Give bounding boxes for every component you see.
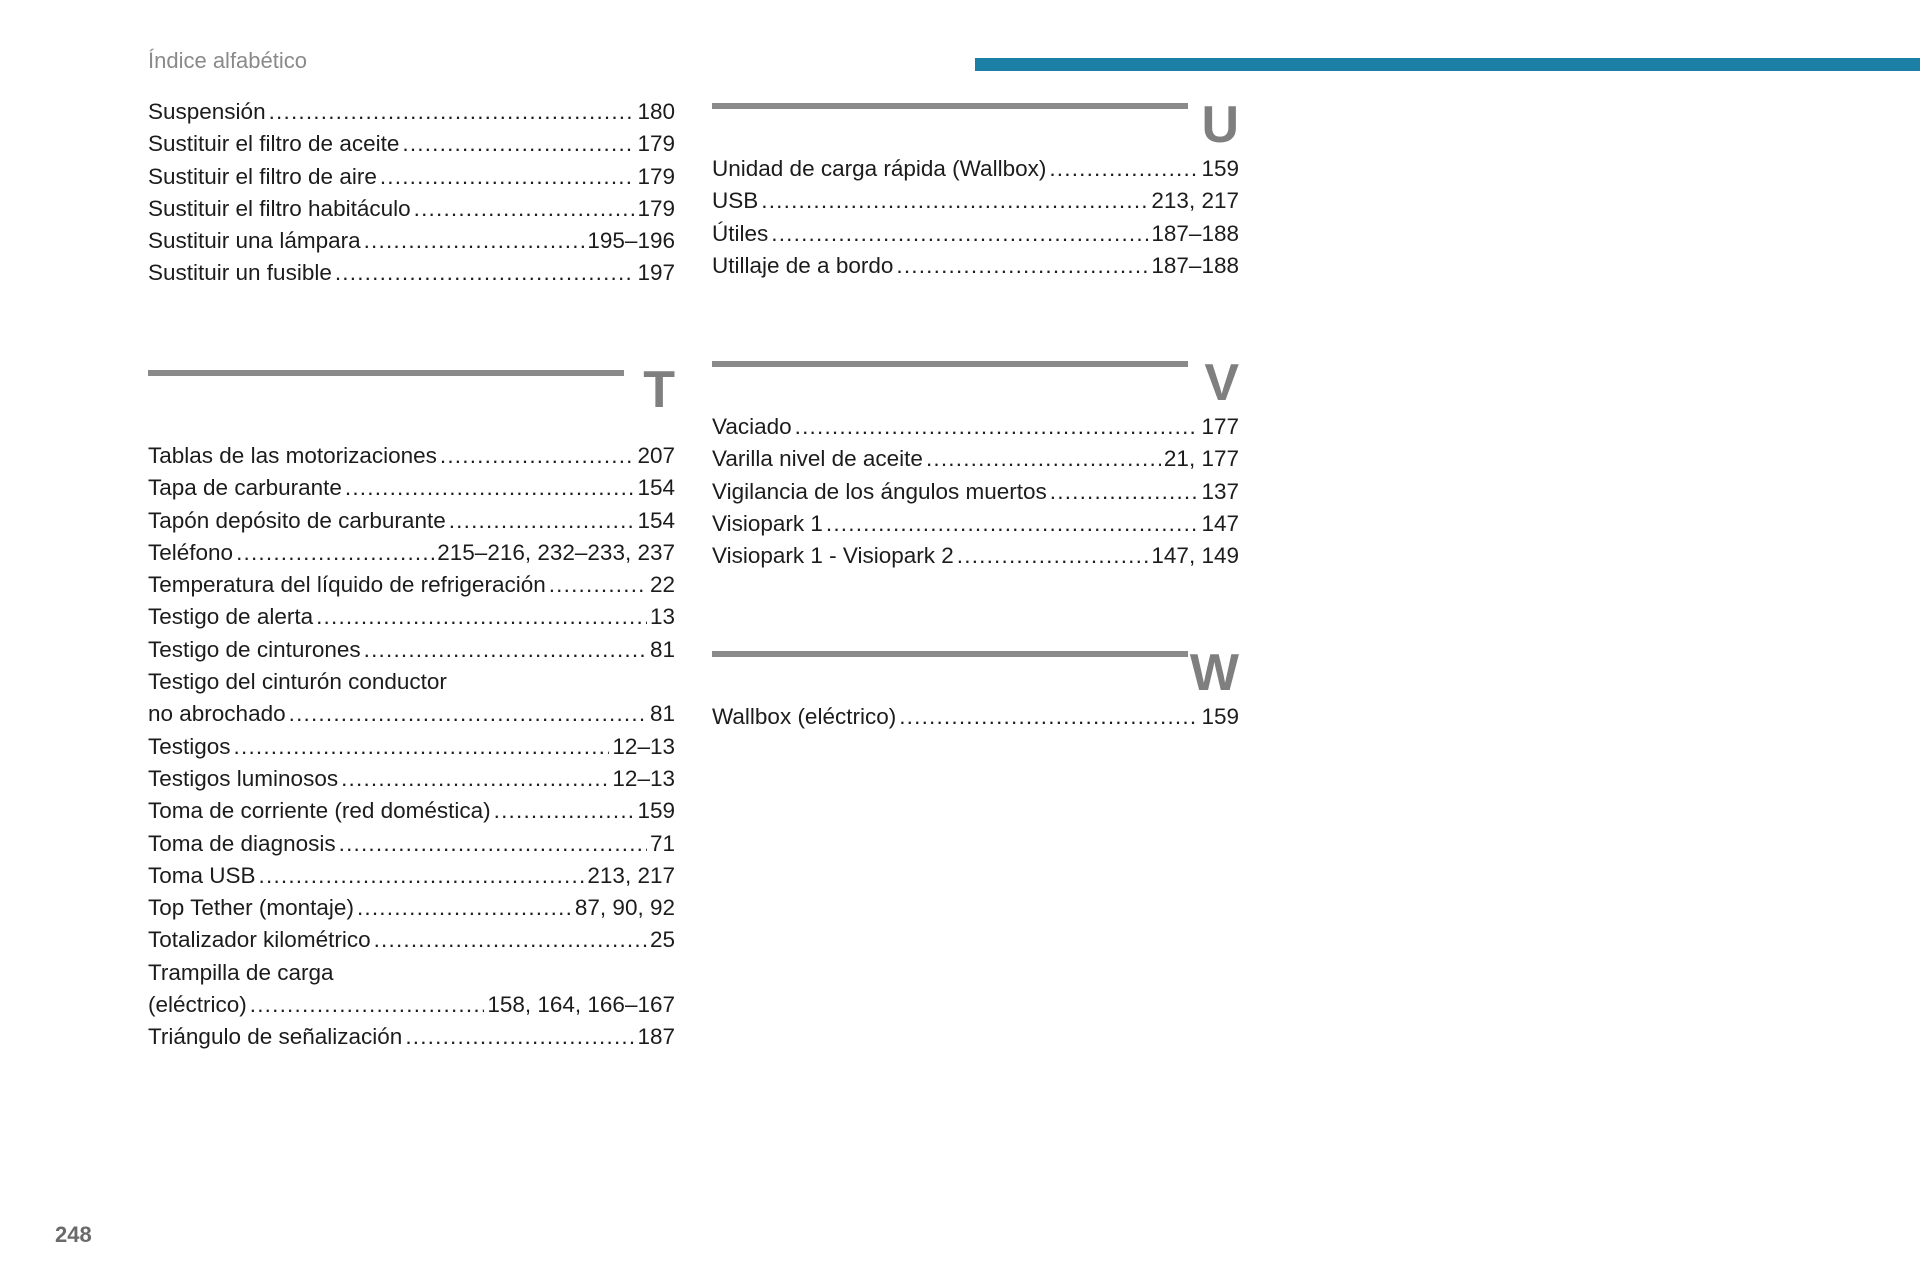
index-term: USB [712, 188, 759, 214]
index-entry [148, 698, 675, 730]
dot-leader [380, 161, 635, 193]
index-entry-lead: Trampilla de carga [148, 959, 334, 985]
dot-leader [316, 601, 647, 633]
index-entry [148, 828, 675, 860]
index-pages: 159 [637, 798, 675, 824]
index-entry [712, 443, 1239, 475]
index-entry [148, 989, 675, 1021]
dot-leader [957, 540, 1149, 572]
index-entry [148, 763, 675, 795]
dot-leader [339, 828, 647, 860]
index-term: Triángulo de señalización [148, 1024, 403, 1050]
index-entry [712, 185, 1239, 217]
v-section-heading [712, 354, 1239, 412]
index-entry [148, 634, 675, 666]
index-entry [148, 472, 675, 504]
index-entry [712, 540, 1239, 572]
index-term: Totalizador kilométrico [148, 927, 371, 953]
dot-leader [795, 411, 1199, 443]
index-pages: 137 [1201, 478, 1239, 504]
index-term: Toma USB [148, 862, 256, 888]
index-entry [148, 731, 675, 763]
dot-leader [771, 218, 1148, 250]
index-entry [712, 701, 1239, 733]
section-rule [148, 370, 624, 376]
u-section-heading [712, 96, 1239, 154]
index-entry [148, 128, 675, 160]
dot-leader [357, 892, 572, 924]
index-pages: 177 [1201, 414, 1239, 439]
section-rule [712, 103, 1188, 109]
index-entry [148, 1021, 675, 1053]
index-entry [148, 892, 675, 924]
dot-leader [269, 96, 635, 128]
section-letter: V [1204, 354, 1239, 412]
index-term: Toma de corriente (red doméstica) [148, 798, 491, 824]
dot-leader [1049, 153, 1198, 185]
index-entry [148, 225, 675, 257]
index-entry [148, 569, 675, 601]
dot-leader [364, 634, 647, 666]
index-term: Top Tether (montaje) [148, 895, 354, 921]
index-term: Varilla nivel de aceite [712, 446, 923, 472]
index-term: Visiopark 1 - Visiopark 2 [712, 543, 954, 569]
w-entries [712, 701, 1239, 733]
index-term: no abrochado [148, 701, 286, 727]
index-term: Unidad de carga rápida (Wallbox) [712, 156, 1047, 181]
dot-leader [236, 537, 434, 569]
section-rule [712, 651, 1188, 657]
index-pages: 81 [649, 701, 675, 727]
dot-leader [899, 701, 1198, 733]
index-term: Sustituir el filtro de aceite [148, 131, 400, 157]
v-entries [712, 411, 1239, 572]
index-pages: 87, 90, 92 [574, 895, 675, 921]
index-entry [148, 795, 675, 827]
index-pages: 213, 217 [587, 862, 675, 888]
index-pages: 21, 177 [1163, 446, 1239, 472]
index-pages: 180 [637, 99, 675, 124]
index-pages: 187 [637, 1024, 675, 1050]
index-term: Vigilancia de los ángulos muertos [712, 478, 1047, 504]
index-term: Sustituir una lámpara [148, 228, 361, 254]
index-term: Testigo de alerta [148, 604, 314, 630]
dot-leader [549, 569, 647, 601]
index-pages: 81 [649, 636, 675, 662]
index-entry [148, 257, 675, 289]
dot-leader [402, 128, 634, 160]
index-entry-lead: Testigo del cinturón conductor [148, 669, 447, 695]
index-pages: 12–13 [612, 765, 675, 791]
index-term: Wallbox (eléctrico) [712, 704, 897, 729]
t-section-heading [148, 361, 675, 440]
index-pages: 22 [649, 572, 675, 598]
u-section [712, 96, 1239, 282]
index-pages: 207 [637, 443, 675, 468]
index-pages: 179 [637, 195, 675, 221]
index-pages: 13 [649, 604, 675, 630]
page-header-title: Índice alfabético [148, 48, 307, 73]
index-term: Teléfono [148, 539, 234, 565]
index-pages: 213, 217 [1151, 188, 1239, 214]
dot-leader [335, 257, 635, 289]
index-pages: 147, 149 [1151, 543, 1239, 569]
index-entry [148, 924, 675, 956]
index-pages: 159 [1201, 704, 1239, 729]
dot-leader [374, 924, 647, 956]
index-pages: 187–188 [1151, 252, 1239, 278]
dot-leader [289, 698, 647, 730]
index-term: Visiopark 1 [712, 510, 823, 536]
index-pages: 25 [649, 927, 675, 953]
dot-leader [414, 193, 635, 225]
index-term: Testigos [148, 733, 231, 759]
header-accent-bar [975, 58, 1920, 71]
index-term: Vaciado [712, 414, 792, 439]
index-term: Sustituir el filtro habitáculo [148, 195, 411, 221]
dot-leader [341, 763, 609, 795]
index-entry [148, 193, 675, 225]
dot-leader [250, 989, 485, 1021]
t-section [148, 361, 675, 1054]
index-term: Utillaje de a bordo [712, 252, 894, 278]
dot-leader [896, 250, 1148, 282]
dot-leader [449, 505, 635, 537]
index-entry [148, 505, 675, 537]
index-entry [712, 411, 1239, 443]
index-term: Útiles [712, 220, 769, 246]
index-term: Tapón depósito de carburante [148, 507, 446, 533]
w-section-heading [712, 644, 1239, 702]
index-pages: 71 [649, 830, 675, 856]
dot-leader [259, 860, 585, 892]
index-entry [712, 218, 1239, 250]
index-term: Sustituir el filtro de aire [148, 163, 377, 189]
index-pages: 187–188 [1151, 220, 1239, 246]
index-pages: 154 [637, 507, 675, 533]
s-section-tail [148, 96, 675, 290]
index-term: Temperatura del líquido de refrigeración [148, 572, 546, 598]
index-entry [712, 153, 1239, 185]
v-section [712, 354, 1239, 572]
index-entry [712, 508, 1239, 540]
dot-leader [234, 731, 610, 763]
index-entry [712, 250, 1239, 282]
dot-leader [405, 1021, 634, 1053]
section-letter: T [643, 361, 675, 419]
section-rule [712, 361, 1188, 367]
dot-leader [761, 185, 1148, 217]
index-term: (eléctrico) [148, 992, 247, 1018]
index-term: Sustituir un fusible [148, 260, 332, 286]
index-entry [148, 860, 675, 892]
section-letter: U [1201, 96, 1239, 154]
index-pages: 158, 164, 166–167 [487, 992, 675, 1018]
index-term: Tablas de las motorizaciones [148, 443, 437, 468]
index-pages: 195–196 [587, 228, 675, 254]
dot-leader [1050, 476, 1199, 508]
index-pages: 179 [637, 163, 675, 189]
index-term: Tapa de carburante [148, 475, 342, 501]
t-entries [148, 440, 675, 1054]
index-pages: 12–13 [612, 733, 675, 759]
index-pages: 154 [637, 475, 675, 501]
index-entry [148, 537, 675, 569]
dot-leader [926, 443, 1161, 475]
w-section [712, 644, 1239, 733]
dot-leader [440, 440, 635, 472]
index-pages: 215–216, 232–233, 237 [437, 539, 675, 565]
index-entry [148, 96, 675, 128]
index-pages: 159 [1201, 156, 1239, 181]
index-pages: 147 [1201, 510, 1239, 536]
index-term: Toma de diagnosis [148, 830, 336, 856]
index-pages: 179 [637, 131, 675, 157]
index-term: Suspensión [148, 99, 266, 124]
dot-leader [345, 472, 635, 504]
index-term: Testigo de cinturones [148, 636, 361, 662]
index-entry [712, 476, 1239, 508]
index-entry [148, 440, 675, 472]
index-term: Testigos luminosos [148, 765, 339, 791]
index-entry [148, 161, 675, 193]
section-letter: W [1189, 644, 1239, 702]
index-entry [148, 601, 675, 633]
page-number: 248 [55, 1222, 92, 1247]
dot-leader [494, 795, 635, 827]
dot-leader [364, 225, 585, 257]
index-pages: 197 [637, 260, 675, 286]
dot-leader [826, 508, 1199, 540]
u-entries [712, 153, 1239, 282]
